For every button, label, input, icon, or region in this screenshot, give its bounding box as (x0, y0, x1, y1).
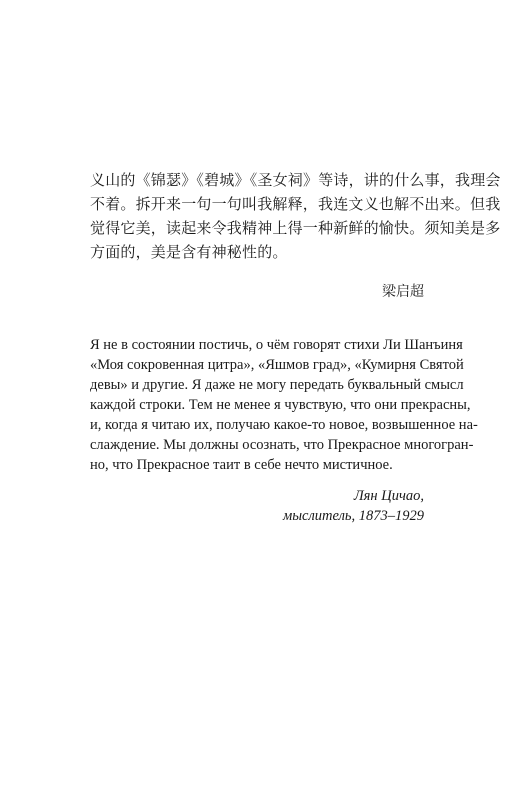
russian-quote-line: каждой строки. Тем не менее я чувствую, что они прекрасны, (90, 397, 471, 413)
russian-quote-line: Я не в состоянии постичь, о чём говорят стихи Ли Шанъиня (90, 337, 463, 353)
chinese-quote (90, 168, 501, 264)
russian-quote-line: и, когда я читаю их, получаю какое-то новое, возвышенное на- (90, 417, 478, 433)
russian-quote-line: «Моя сокровенная цитра», «Яшмов град», «Кумирня Святой (90, 357, 464, 373)
russian-quote (90, 335, 478, 475)
russian-quote-author-name: Лян Цичао, (353, 488, 424, 504)
chinese-quote-line: 义山的《锦瑟》《碧城》《圣女祠》等诗，讲的什么事，我理会 (90, 171, 501, 189)
russian-quote-author-description: мыслитель, 1873–1929 (282, 508, 424, 524)
chinese-quote-author: 梁启超 (382, 284, 424, 300)
chinese-quote-line: 不着。拆开来一句一句叫我解释，我连文义也解不出来。但我 (90, 195, 501, 213)
russian-quote-line: слаждение. Мы должны осознать, что Прекрасное многогран- (90, 437, 474, 453)
russian-quote-line: но, что Прекрасное таит в себе нечто мистичное. (90, 457, 393, 473)
chinese-quote-line: 方面的，美是含有神秘性的。 (90, 243, 288, 261)
russian-quote-line: девы» и другие. Я даже не могу передать буквальный смысл (90, 377, 464, 393)
russian-quote-attribution (283, 486, 424, 526)
chinese-quote-line: 觉得它美，读起来令我精神上得一种新鲜的愉快。须知美是多 (90, 219, 501, 237)
